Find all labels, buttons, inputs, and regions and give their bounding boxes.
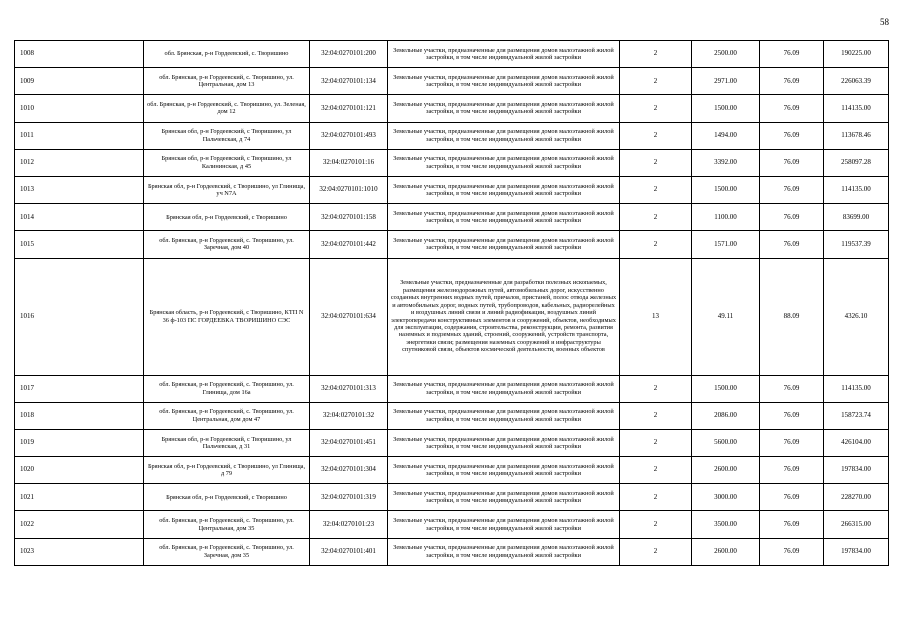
- cadastral-number-cell: 32:04:0270101:23: [310, 511, 388, 538]
- land-use-cell: Земельные участки, предназначенные для размещения домов малоэтажной жилой застройки, в том числе индивидуальной жилой застройки: [388, 231, 620, 258]
- table-row: [15, 204, 889, 231]
- group-cell: 2: [620, 41, 692, 68]
- page-number: 58: [880, 17, 889, 27]
- cadastral-value-table: [14, 40, 889, 566]
- row-number-cell: 1021: [15, 484, 144, 511]
- land-use-cell: Земельные участки, предназначенные для размещения домов малоэтажной жилой застройки, в том числе индивидуальной жилой застройки: [388, 41, 620, 68]
- row-number-cell: 1015: [15, 231, 144, 258]
- group-cell: 2: [620, 511, 692, 538]
- cadastral-value-cell: 197834.00: [824, 457, 889, 484]
- row-number-cell: 1016: [15, 258, 144, 375]
- group-cell: 2: [620, 122, 692, 149]
- area-cell: 3000.00: [692, 484, 760, 511]
- cadastral-number-cell: 32:04:0270101:319: [310, 484, 388, 511]
- address-cell: Брянская обл, р-н Гордеевский, с Творишино, ул Пальчевская, д 31: [144, 429, 310, 456]
- cadastral-number-cell: 32:04:0270101:1010: [310, 176, 388, 203]
- land-use-cell: Земельные участки, предназначенные для размещения домов малоэтажной жилой застройки, в том числе индивидуальной жилой застройки: [388, 429, 620, 456]
- table-row: [15, 375, 889, 402]
- area-cell: 1500.00: [692, 176, 760, 203]
- group-cell: 2: [620, 538, 692, 565]
- area-cell: 49.11: [692, 258, 760, 375]
- land-use-cell: Земельные участки, предназначенные для разработки полезных ископаемых, размещения железнодорожных путей, автомобильных дорог, искусственно созданных внутренних водных путей, причалов, пристаней, полос отвода железных и автомобильных дорог, водных путей, трубопроводов, кабельных, радиорелейных и воздушных линий связи и линий радиофикации, воздушных линий электропередачи конструктивных элементов и сооружений, объектов, необходимых для эксплуатации, содержания, строительства, реконструкции, ремонта, развития наземных и подземных зданий, строений, сооружений, устройств транспорта, энергетики связи; размещения наземных сооружений и инфраструктуры спутниковой связи, объектов космической деятельности, военных объектов: [388, 258, 620, 375]
- specific-value-cell: 76.09: [760, 95, 824, 122]
- land-use-cell: Земельные участки, предназначенные для размещения домов малоэтажной жилой застройки, в том числе индивидуальной жилой застройки: [388, 176, 620, 203]
- group-cell: 2: [620, 457, 692, 484]
- row-number-cell: 1012: [15, 149, 144, 176]
- specific-value-cell: 76.09: [760, 429, 824, 456]
- specific-value-cell: 76.09: [760, 402, 824, 429]
- address-cell: обл. Брянская, р-н Гордеевский, с. Творишино, ул. Глинища, дом 16а: [144, 375, 310, 402]
- land-use-cell: Земельные участки, предназначенные для размещения домов малоэтажной жилой застройки, в том числе индивидуальной жилой застройки: [388, 149, 620, 176]
- cadastral-number-cell: 32:04:0270101:313: [310, 375, 388, 402]
- table-row: [15, 457, 889, 484]
- cadastral-value-cell: 113678.46: [824, 122, 889, 149]
- cadastral-number-cell: 32:04:0270101:493: [310, 122, 388, 149]
- row-number-cell: 1008: [15, 41, 144, 68]
- specific-value-cell: 76.09: [760, 149, 824, 176]
- cadastral-value-cell: 426104.00: [824, 429, 889, 456]
- specific-value-cell: 76.09: [760, 68, 824, 95]
- area-cell: 2971.00: [692, 68, 760, 95]
- cadastral-number-cell: 32:04:0270101:32: [310, 402, 388, 429]
- specific-value-cell: 76.09: [760, 231, 824, 258]
- table-row: [15, 41, 889, 68]
- table-body: [15, 41, 889, 566]
- table-row: [15, 122, 889, 149]
- table-row: [15, 538, 889, 565]
- table-row: [15, 429, 889, 456]
- area-cell: 1500.00: [692, 95, 760, 122]
- address-cell: обл. Брянская, р-н Гордеевский, с. Творишино, ул. Заречная, дом 35: [144, 538, 310, 565]
- cadastral-value-cell: 226063.39: [824, 68, 889, 95]
- cadastral-number-cell: 32:04:0270101:451: [310, 429, 388, 456]
- table-row: [15, 231, 889, 258]
- row-number-cell: 1010: [15, 95, 144, 122]
- cadastral-number-cell: 32:04:0270101:442: [310, 231, 388, 258]
- row-number-cell: 1018: [15, 402, 144, 429]
- cadastral-number-cell: 32:04:0270101:134: [310, 68, 388, 95]
- cadastral-value-cell: 158723.74: [824, 402, 889, 429]
- specific-value-cell: 76.09: [760, 511, 824, 538]
- group-cell: 2: [620, 429, 692, 456]
- specific-value-cell: 76.09: [760, 375, 824, 402]
- cadastral-value-cell: 114135.00: [824, 375, 889, 402]
- group-cell: 2: [620, 231, 692, 258]
- row-number-cell: 1019: [15, 429, 144, 456]
- address-cell: обл. Брянская, р-н Гордеевский, с. Творишино, ул. Центральная, дом дом 47: [144, 402, 310, 429]
- table-row: [15, 149, 889, 176]
- group-cell: 2: [620, 68, 692, 95]
- cadastral-value-cell: 114135.00: [824, 95, 889, 122]
- cadastral-number-cell: 32:04:0270101:121: [310, 95, 388, 122]
- land-use-cell: Земельные участки, предназначенные для размещения домов малоэтажной жилой застройки, в том числе индивидуальной жилой застройки: [388, 538, 620, 565]
- table-row: [15, 68, 889, 95]
- land-use-cell: Земельные участки, предназначенные для размещения домов малоэтажной жилой застройки, в том числе индивидуальной жилой застройки: [388, 204, 620, 231]
- land-use-cell: Земельные участки, предназначенные для размещения домов малоэтажной жилой застройки, в том числе индивидуальной жилой застройки: [388, 511, 620, 538]
- group-cell: 13: [620, 258, 692, 375]
- address-cell: Брянская обл, р-н Гордеевский, с Творишино, ул Глинища, уч N7А: [144, 176, 310, 203]
- area-cell: 1494.00: [692, 122, 760, 149]
- table-row: [15, 484, 889, 511]
- area-cell: 2600.00: [692, 457, 760, 484]
- specific-value-cell: 76.09: [760, 538, 824, 565]
- row-number-cell: 1014: [15, 204, 144, 231]
- cadastral-value-cell: 114135.00: [824, 176, 889, 203]
- area-cell: 2600.00: [692, 538, 760, 565]
- row-number-cell: 1013: [15, 176, 144, 203]
- cadastral-value-cell: 197834.00: [824, 538, 889, 565]
- specific-value-cell: 76.09: [760, 204, 824, 231]
- cadastral-number-cell: 32:04:0270101:304: [310, 457, 388, 484]
- group-cell: 2: [620, 484, 692, 511]
- address-cell: обл. Брянская, р-н Гордеевский, с. Творишино, ул. Зеленая, дом 12: [144, 95, 310, 122]
- table-row: [15, 95, 889, 122]
- cadastral-value-cell: 190225.00: [824, 41, 889, 68]
- area-cell: 1100.00: [692, 204, 760, 231]
- land-use-cell: Земельные участки, предназначенные для размещения домов малоэтажной жилой застройки, в том числе индивидуальной жилой застройки: [388, 484, 620, 511]
- cadastral-number-cell: 32:04:0270101:158: [310, 204, 388, 231]
- row-number-cell: 1009: [15, 68, 144, 95]
- specific-value-cell: 76.09: [760, 122, 824, 149]
- table-row: [15, 402, 889, 429]
- group-cell: 2: [620, 375, 692, 402]
- address-cell: Брянская обл, р-н Гордеевский, с Творишино, ул Глинища, д 79: [144, 457, 310, 484]
- row-number-cell: 1022: [15, 511, 144, 538]
- table-row: [15, 176, 889, 203]
- cadastral-value-cell: 228270.00: [824, 484, 889, 511]
- group-cell: 2: [620, 204, 692, 231]
- group-cell: 2: [620, 176, 692, 203]
- land-use-cell: Земельные участки, предназначенные для размещения домов малоэтажной жилой застройки, в том числе индивидуальной жилой застройки: [388, 457, 620, 484]
- row-number-cell: 1011: [15, 122, 144, 149]
- group-cell: 2: [620, 95, 692, 122]
- cadastral-value-cell: 83699.00: [824, 204, 889, 231]
- cadastral-number-cell: 32:04:0270101:200: [310, 41, 388, 68]
- address-cell: обл. Брянская, р-н Гордеевский, с. Творишино: [144, 41, 310, 68]
- land-use-cell: Земельные участки, предназначенные для размещения домов малоэтажной жилой застройки, в том числе индивидуальной жилой застройки: [388, 375, 620, 402]
- address-cell: Брянская обл, р-н Гордеевский, с Творишино: [144, 204, 310, 231]
- specific-value-cell: 88.09: [760, 258, 824, 375]
- specific-value-cell: 76.09: [760, 176, 824, 203]
- address-cell: Брянская обл, р-н Гордеевский, с Творишино, ул Калининская, д 45: [144, 149, 310, 176]
- land-use-cell: Земельные участки, предназначенные для размещения домов малоэтажной жилой застройки, в том числе индивидуальной жилой застройки: [388, 95, 620, 122]
- area-cell: 1571.00: [692, 231, 760, 258]
- group-cell: 2: [620, 402, 692, 429]
- address-cell: обл. Брянская, р-н Гордеевский, с. Творишино, ул. Заречная, дом 40: [144, 231, 310, 258]
- area-cell: 3500.00: [692, 511, 760, 538]
- row-number-cell: 1020: [15, 457, 144, 484]
- area-cell: 2500.00: [692, 41, 760, 68]
- address-cell: Брянская обл, р-н Гордеевский, с Творишино, ул Пальчевская, д 74: [144, 122, 310, 149]
- cadastral-value-cell: 4326.10: [824, 258, 889, 375]
- area-cell: 1500.00: [692, 375, 760, 402]
- address-cell: обл. Брянская, р-н Гордеевский, с. Творишино, ул. Центральная, дом 35: [144, 511, 310, 538]
- land-use-cell: Земельные участки, предназначенные для размещения домов малоэтажной жилой застройки, в том числе индивидуальной жилой застройки: [388, 68, 620, 95]
- cadastral-value-cell: 266315.00: [824, 511, 889, 538]
- group-cell: 2: [620, 149, 692, 176]
- specific-value-cell: 76.09: [760, 41, 824, 68]
- land-use-cell: Земельные участки, предназначенные для размещения домов малоэтажной жилой застройки, в том числе индивидуальной жилой застройки: [388, 402, 620, 429]
- row-number-cell: 1023: [15, 538, 144, 565]
- area-cell: 5600.00: [692, 429, 760, 456]
- table-row: [15, 511, 889, 538]
- land-use-cell: Земельные участки, предназначенные для размещения домов малоэтажной жилой застройки, в том числе индивидуальной жилой застройки: [388, 122, 620, 149]
- address-cell: обл. Брянская, р-н Гордеевский, с. Творишино, ул. Центральная, дом 13: [144, 68, 310, 95]
- cadastral-value-cell: 258097.28: [824, 149, 889, 176]
- address-cell: Брянская обл, р-н Гордеевский, с Творишино: [144, 484, 310, 511]
- cadastral-number-cell: 32:04:0270101:401: [310, 538, 388, 565]
- specific-value-cell: 76.09: [760, 457, 824, 484]
- area-cell: 3392.00: [692, 149, 760, 176]
- cadastral-number-cell: 32:04:0270101:634: [310, 258, 388, 375]
- cadastral-value-cell: 119537.39: [824, 231, 889, 258]
- cadastral-number-cell: 32:04:0270101:16: [310, 149, 388, 176]
- specific-value-cell: 76.09: [760, 484, 824, 511]
- area-cell: 2086.00: [692, 402, 760, 429]
- address-cell: Брянская область, р-н Гордеевский, с Творишино, КТП N 36 ф-103 ПС ГОРДЕЕВКА ТВОРИШИНО СЭС: [144, 258, 310, 375]
- table-row: [15, 258, 889, 375]
- row-number-cell: 1017: [15, 375, 144, 402]
